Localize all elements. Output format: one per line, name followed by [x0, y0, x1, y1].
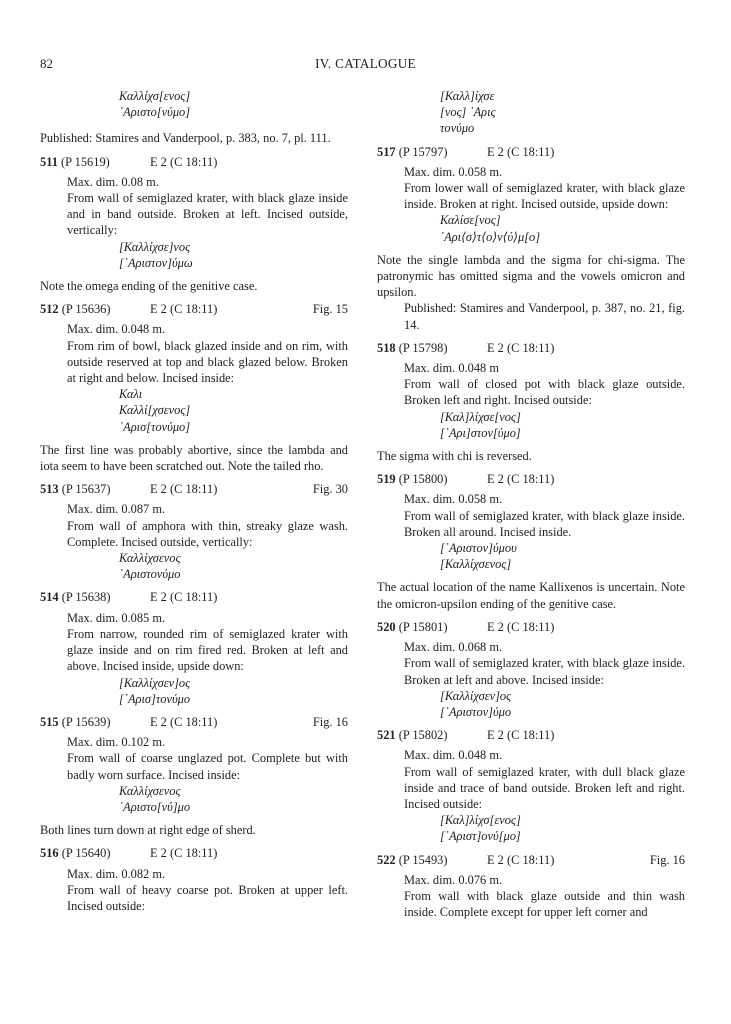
commentary: Note the single lambda and the sigma for chi-sigma. The patronymic has omitted sigma and the vowels omicron and upsilon. — [377, 252, 685, 300]
greek-line: [᾿Αρισ]τονύμο — [119, 691, 191, 706]
max-dimension: Max. dim. 0.087 m. — [67, 502, 166, 517]
inventory-number: (P 15800) — [398, 472, 448, 487]
greek-line: [᾿Αριστον]ύμω — [119, 255, 193, 270]
greek-line: Καλλίχσενος — [119, 783, 181, 798]
commentary: The first line was probably abortive, since the lambda and iota seem to have been scratched out. Note the tailed rho. — [40, 442, 348, 474]
running-title: IV. CATALOGUE — [315, 56, 416, 71]
max-dimension: Max. dim. 0.048 m. — [404, 748, 503, 763]
page-number: 82 — [40, 56, 53, 71]
entry-number: 516 — [40, 846, 59, 861]
inventory-number: (P 15802) — [398, 728, 448, 743]
description: From wall with black glaze outside and thin wash inside. Complete except for upper left corner and — [404, 888, 685, 920]
inventory-number: (P 15797) — [398, 144, 448, 159]
figure-reference: Fig. 15 — [312, 302, 348, 317]
entry-519 — [377, 471, 685, 612]
description: From wall of closed pot with black glaze outside. Broken left and right. Incised outside: — [404, 377, 685, 408]
greek-line: [Καλ]λίχσε[νος] — [440, 409, 521, 424]
entry-514 — [40, 589, 348, 706]
description: From rim of bowl, black glazed inside and on rim, with outside reserved at top and black glazed below. Broken at right and below. Incised inside: — [67, 338, 348, 386]
deposit: E 2 (C 18:11) — [487, 728, 555, 743]
entry-512 — [40, 301, 348, 474]
deposit: E 2 (C 18:11) — [150, 846, 218, 861]
publication-note: Published: Stamires and Vanderpool, p. 383, no. 7, pl. 111. — [40, 131, 331, 146]
entry-number: 515 — [40, 714, 59, 729]
description: From wall of semiglazed krater, with dull black glaze inside and trace of band outside. Broken left and right. Incised outside: — [404, 764, 685, 811]
entry-516 — [40, 845, 348, 914]
right-column — [377, 88, 685, 920]
entry-number: 520 — [377, 619, 396, 634]
description: From wall of semiglazed krater, with black glaze inside. Broken all around. Incised inside. — [404, 508, 685, 539]
publication-note: Published: Stamires and Vanderpool, p. 387, no. 21, fig. 14. — [404, 301, 685, 332]
deposit: E 2 (C 18:11) — [487, 144, 555, 159]
description: From wall of amphora with thin, streaky glaze wash. Complete. Incised outside, vertically: — [67, 518, 348, 549]
inventory-number: (P 15639) — [61, 714, 111, 729]
figure-reference: Fig. 16 — [312, 714, 348, 729]
max-dimension: Max. dim. 0.085 m. — [67, 610, 166, 625]
entry-515 — [40, 714, 348, 838]
entry-number: 514 — [40, 590, 59, 605]
greek-line: [νος] ᾿Αρις — [440, 105, 496, 120]
deposit: E 2 (C 18:11) — [487, 852, 555, 867]
max-dimension: Max. dim. 0.048 m — [404, 361, 499, 376]
left-column — [40, 88, 348, 914]
figure-reference: Fig. 16 — [649, 852, 685, 867]
greek-line: ᾿Αρι⟨σ⟩τ⟨ο⟩ν⟨ύ⟩μ[ο] — [440, 229, 541, 244]
deposit: E 2 (C 18:11) — [487, 472, 555, 487]
greek-line: ᾿Αρισ[τονύμο] — [119, 419, 191, 434]
entry-518 — [377, 340, 685, 464]
description: From lower wall of semiglazed krater, with black glaze inside. Broken at right. Incised outside, upside down: — [404, 181, 685, 212]
max-dimension: Max. dim. 0.082 m. — [67, 866, 166, 881]
entry-number: 511 — [40, 154, 58, 169]
inventory-number: (P 15636) — [61, 302, 111, 317]
description: From wall of semiglazed krater, with black glaze inside. Broken at left and above. Incised inside: — [404, 656, 685, 687]
greek-line: [Καλ]λίχσ[ενος] — [440, 813, 521, 828]
entry-522 — [377, 852, 685, 921]
greek-line: ᾿Αριστο[νύ]μο — [119, 799, 191, 814]
entry-number: 519 — [377, 472, 396, 487]
entry-number: 522 — [377, 852, 396, 867]
greek-line: [Καλλίχσεν]ος — [119, 675, 191, 690]
greek-line: Καλλί[χσενος] — [119, 403, 191, 418]
commentary: The sigma with chi is reversed. — [377, 449, 532, 464]
inventory-number: (P 15493) — [398, 852, 448, 867]
greek-line: [Καλλ]ίχσε — [440, 89, 495, 103]
deposit: E 2 (C 18:11) — [150, 302, 218, 317]
max-dimension: Max. dim. 0.102 m. — [67, 735, 166, 750]
commentary: The actual location of the name Kallixenos is uncertain. Note the omicron-upsilon ending of the genitive case. — [377, 580, 685, 611]
greek-line: Καλλίχσ[ενος] — [119, 89, 191, 103]
deposit: E 2 (C 18:11) — [487, 619, 555, 634]
max-dimension: Max. dim. 0.076 m. — [404, 872, 503, 887]
inventory-number: (P 15619) — [61, 154, 110, 169]
greek-line: [᾿Αριστ]ονύ[μο] — [440, 829, 521, 844]
entry-number: 512 — [40, 302, 59, 317]
entry-number: 513 — [40, 482, 59, 497]
greek-line: τονύμο — [440, 121, 475, 136]
greek-line: Καλίσε[νος] — [440, 213, 501, 228]
entry-513 — [40, 481, 348, 582]
entry-511 — [40, 154, 348, 295]
deposit: E 2 (C 18:11) — [150, 482, 218, 497]
max-dimension: Max. dim. 0.048 m. — [67, 322, 166, 337]
entry-521 — [377, 727, 685, 844]
deposit: E 2 (C 18:11) — [150, 590, 218, 605]
greek-line: Καλλίχσενος — [119, 551, 181, 566]
entry-number: 521 — [377, 728, 396, 743]
description: From wall of coarse unglazed pot. Complete but with badly worn surface. Incised inside: — [67, 751, 348, 782]
description: From wall of semiglazed krater, with black glaze inside and in band outside. Broken at left. Incised outside, vertically: — [67, 191, 348, 238]
max-dimension: Max. dim. 0.068 m. — [404, 640, 503, 655]
deposit: E 2 (C 18:11) — [487, 340, 555, 355]
max-dimension: Max. dim. 0.08 m. — [67, 174, 159, 189]
entry-number: 517 — [377, 144, 396, 159]
description: From wall of heavy coarse pot. Broken at upper left. Incised outside: — [67, 882, 348, 913]
deposit: E 2 (C 18:11) — [150, 154, 218, 169]
entry-517 — [377, 144, 685, 333]
inventory-number: (P 15801) — [398, 619, 448, 634]
commentary: Both lines turn down at right edge of sherd. — [40, 823, 256, 838]
greek-line: [Καλλίχσε]νος — [119, 239, 191, 254]
greek-line: Καλι — [119, 387, 143, 402]
greek-line: [᾿Αριστον]ύμο — [440, 704, 512, 719]
greek-line: ᾿Αριστονύμο — [119, 567, 181, 582]
greek-line: [᾿Αρι]στον[ύμο] — [440, 425, 521, 440]
commentary: Note the omega ending of the genitive case. — [40, 279, 258, 294]
entry-number: 518 — [377, 340, 396, 355]
max-dimension: Max. dim. 0.058 m. — [404, 164, 503, 179]
description: From narrow, rounded rim of semiglazed krater with glaze inside and on rim fired red. Broken at left and above. Incised inside, upside down: — [67, 626, 348, 674]
inventory-number: (P 15637) — [61, 482, 111, 497]
figure-reference: Fig. 30 — [312, 482, 348, 497]
greek-line: [Καλλίχσενος] — [440, 557, 512, 572]
deposit: E 2 (C 18:11) — [150, 714, 218, 729]
inventory-number: (P 15798) — [398, 340, 448, 355]
greek-line: ᾿Αριστο[νύμο] — [119, 105, 191, 120]
inventory-number: (P 15638) — [61, 590, 111, 605]
inventory-number: (P 15640) — [61, 846, 111, 861]
greek-line: [᾿Αριστον]ύμου — [440, 541, 517, 556]
max-dimension: Max. dim. 0.058 m. — [404, 492, 503, 507]
greek-line: [Καλλίχσεν]ος — [440, 688, 512, 703]
entry-520 — [377, 619, 685, 720]
